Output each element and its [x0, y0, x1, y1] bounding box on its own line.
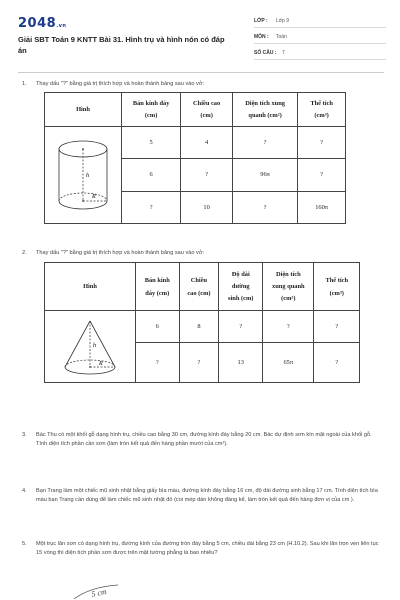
question-2 [22, 249, 382, 259]
cylinder-figure-cell [45, 127, 122, 224]
question-text: Bạn Trang làm một chiếc mũ sinh nhật bằng giấy bìa màu, đường kính đáy bằng 16 cm, độ dài đường sinh bằng 17 cm. Tính diện tích bìa màu bạn Trang cần dùng để làm chiếc mũ sinh nhật đó (coi mép dán không đáng kể, làm tròn kết quả đến hàng đơn vị của cm ). [36, 488, 378, 503]
height-label: h [93, 342, 96, 349]
question-text: Thay dấu "?" bằng giá trị thích hợp và hoàn thành bảng sau vào vở: [36, 250, 205, 256]
header-height: Chiều cao (cm) [181, 93, 233, 127]
cylinder-table [44, 92, 346, 224]
table-cell: ? [298, 127, 346, 159]
table-cell: 4 [181, 127, 233, 159]
cone-figure [45, 315, 135, 379]
table-cell: ? [314, 311, 360, 343]
cone-table [44, 262, 360, 383]
diameter-label: 5 cm [90, 586, 108, 599]
question-4 [22, 487, 384, 517]
table-cell: 5 [122, 127, 181, 159]
table-cell: 160π [298, 191, 346, 223]
site-logo[interactable]: 2048.vn [18, 16, 67, 31]
question-number: 3. [22, 432, 27, 438]
header-shape: Hình [45, 263, 136, 311]
question-5 [22, 540, 384, 570]
header-radius: Bán kính đáy (cm) [136, 263, 180, 311]
table-cell: 65π [263, 343, 314, 383]
meta-row-grade: LỚP : Lớp 9 [254, 14, 386, 28]
question-number: 2. [22, 250, 27, 256]
table-cell: ? [314, 343, 360, 383]
header-divider [18, 72, 384, 73]
table-cell: ? [219, 311, 263, 343]
header-lateral-area: Diện tích xung quanh (cm²) [263, 263, 314, 311]
question-number: 5. [22, 541, 27, 547]
question-1 [22, 80, 382, 90]
header-volume: Thể tích (cm³) [314, 263, 360, 311]
cylinder-figure [45, 127, 121, 223]
header-height: Chiều cao (cm) [179, 263, 219, 311]
meta-row-subject: MÔN : Toán [254, 30, 386, 44]
height-label: h [86, 173, 89, 179]
table-cell: 13 [219, 343, 263, 383]
table-cell: ? [298, 159, 346, 191]
cone-figure-cell [45, 311, 136, 383]
header-shape: Hình [45, 93, 122, 127]
table-cell: ? [232, 127, 297, 159]
question-number: 4. [22, 488, 27, 494]
meta-row-count: SỐ CÂU : 7 [254, 46, 386, 60]
table-cell: 8 [179, 311, 219, 343]
table-row [45, 127, 346, 159]
table-cell: ? [179, 343, 219, 383]
header-lateral-area: Diện tích xung quanh (cm²) [232, 93, 297, 127]
header-volume: Thể tích (cm³) [298, 93, 346, 127]
table-cell: 6 [136, 311, 180, 343]
table-row [45, 311, 360, 343]
document-meta [254, 14, 386, 62]
table-cell: 10 [181, 191, 233, 223]
paint-roller-figure [70, 583, 130, 600]
table-cell: 6 [122, 159, 181, 191]
table-cell: ? [136, 343, 180, 383]
header-slant-height: Độ dài đường sinh (cm) [219, 263, 263, 311]
question-text: Một trục lăn sơn có dạng hình trụ, đường kính của đường tròn đáy bằng 5 cm, chiều dài bằng 23 cm (H.10.2). Sau khi lăn trọn vẹn liên tục 15 vòng thì diện tích phần sơn được trên mặt tường phẳng là bao nhiêu? [36, 541, 379, 556]
question-text: Thay dấu "?" bằng giá trị thích hợp và hoàn thành bảng sau vào vở: [36, 81, 205, 87]
header-radius: Bán kính đáy (cm) [122, 93, 181, 127]
table-cell: 96π [232, 159, 297, 191]
document-title: Giải SBT Toán 9 KNTT Bài 31. Hình trụ và hình nón có đáp án [18, 35, 225, 55]
table-cell: ? [232, 191, 297, 223]
question-text: Bác Thu có một khối gỗ dạng hình trụ, chiều cao bằng 30 cm, đường kính đáy bằng 20 cm. Bác dự định sơn kín mặt ngoài của khối gỗ. Tính diện tích phần cần sơn (làm tròn kết quả đến hàng phần mười của cm²). [36, 432, 372, 447]
radius-label: R [99, 360, 103, 367]
table-cell: ? [122, 191, 181, 223]
question-number: 1. [22, 81, 27, 87]
question-3 [22, 431, 384, 461]
table-cell: ? [181, 159, 233, 191]
table-cell: ? [263, 311, 314, 343]
radius-label: R [92, 194, 96, 200]
